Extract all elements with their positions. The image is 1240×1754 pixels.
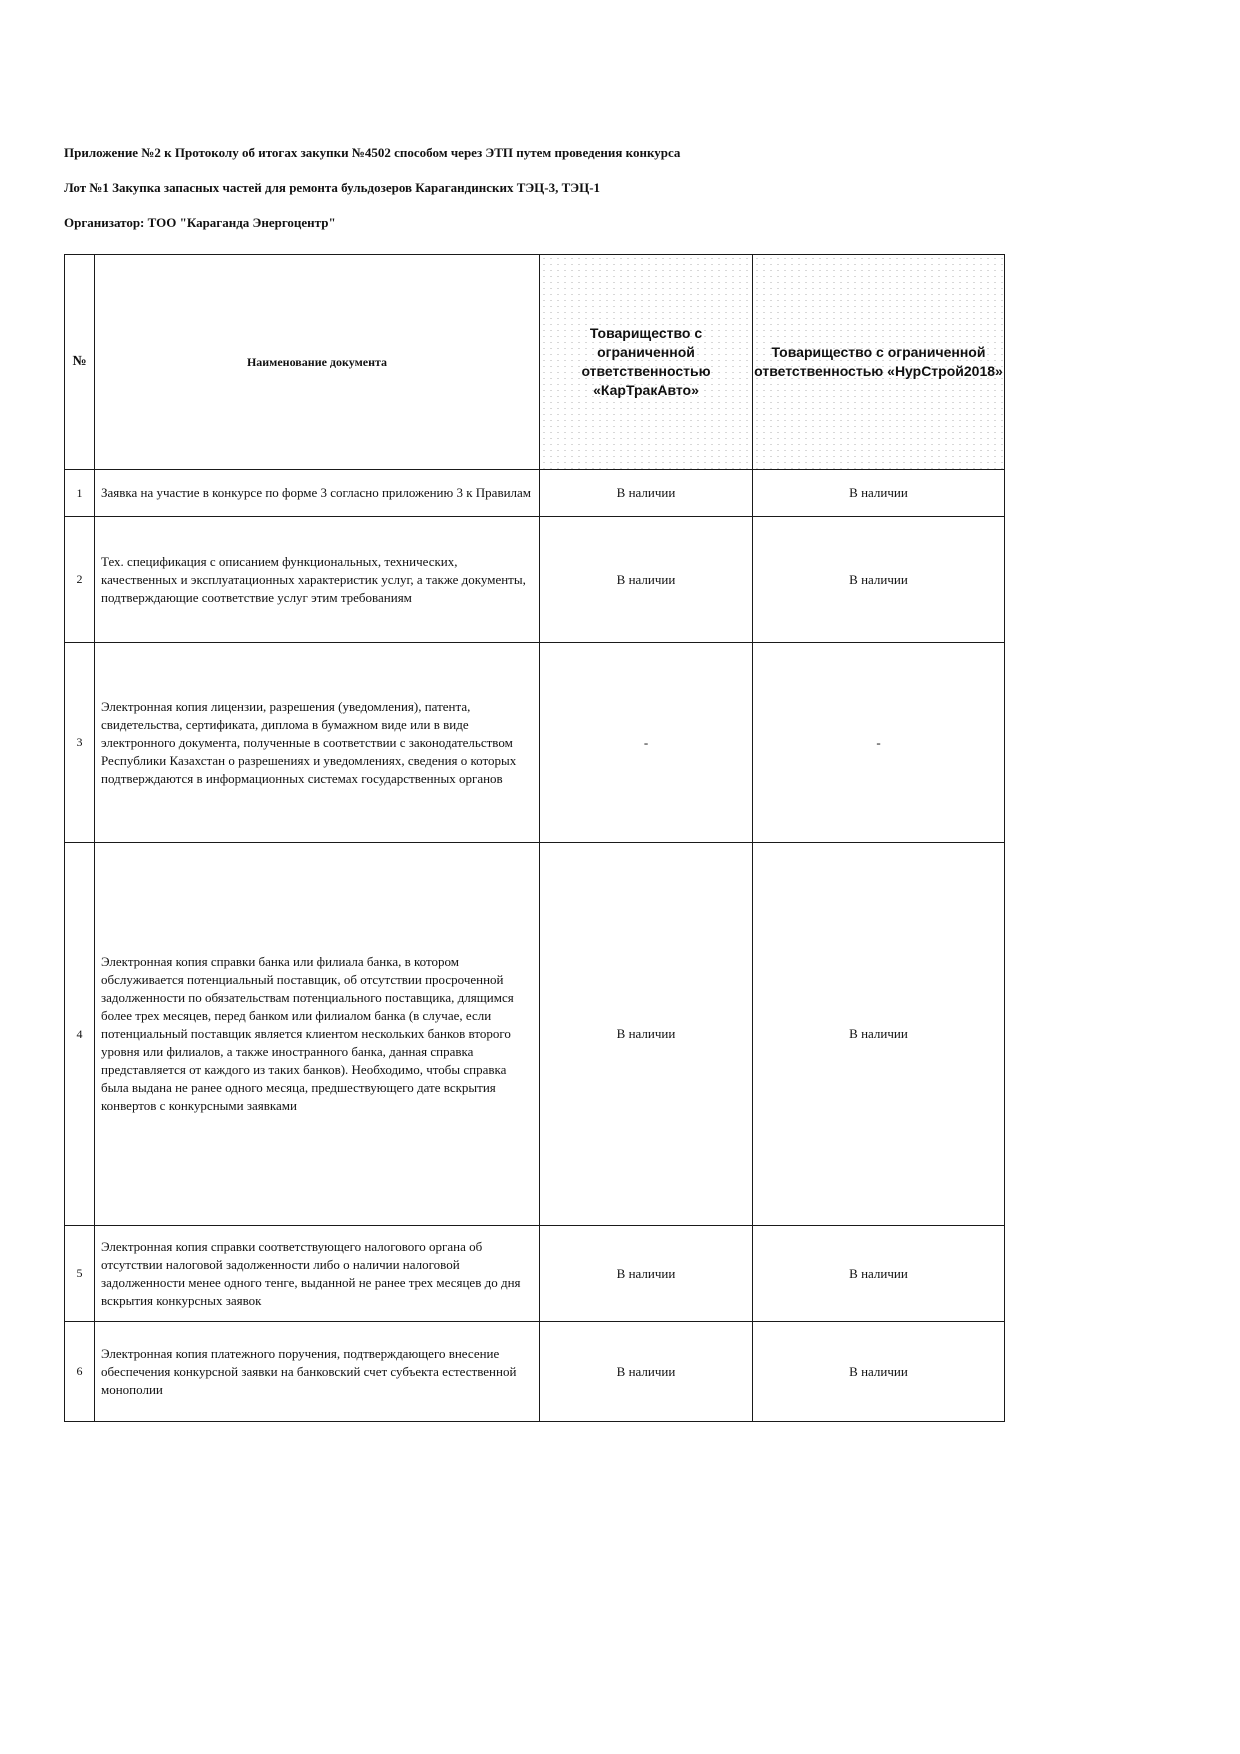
row-company-1-status: В наличии — [540, 517, 753, 643]
table-row — [65, 470, 1005, 517]
table-row — [65, 843, 1005, 1226]
lot-title: Лот №1 Закупка запасных частей для ремонта бульдозеров Карагандинских ТЭЦ-3, ТЭЦ-1 — [64, 180, 601, 195]
table-row — [65, 1322, 1005, 1422]
row-document-name: Электронная копия справки соответствующего налогового органа об отсутствии налоговой задолженности либо о наличии налоговой задолженности менее одного тенге, выданной не ранее трех месяцев до дня вскрытия конкурсных заявок — [95, 1226, 540, 1322]
row-document-name: Заявка на участие в конкурсе по форме 3 согласно приложению 3 к Правилам — [95, 470, 540, 517]
column-header-company-2: Товарищество с ограниченной ответственностью «НурСтрой2018» — [753, 255, 1005, 470]
row-document-name: Электронная копия лицензии, разрешения (уведомления), патента, свидетельства, сертификата, диплома в бумажном виде или в виде электронного документа, полученные в соответствии с законодательством Республики Казахстан о разрешениях и уведомлениях, сведения о которых подтверждаются в информационных системах государственных органов — [95, 643, 540, 843]
table-row — [65, 1226, 1005, 1322]
row-num: 4 — [65, 843, 95, 1226]
row-company-2-status: В наличии — [753, 470, 1005, 517]
row-company-2-status: В наличии — [753, 1226, 1005, 1322]
table-row — [65, 517, 1005, 643]
document-title: Приложение №2 к Протоколу об итогах закупки №4502 способом через ЭТП путем проведения конкурса — [64, 145, 681, 160]
row-num: 2 — [65, 517, 95, 643]
row-company-1-status: В наличии — [540, 843, 753, 1226]
row-company-2-status: - — [753, 643, 1005, 843]
column-header-num: № — [65, 255, 95, 470]
row-company-2-status: В наличии — [753, 1322, 1005, 1422]
row-company-1-status: - — [540, 643, 753, 843]
column-header-company-1: Товарищество с ограниченной ответственностью «КарТракАвто» — [540, 255, 753, 470]
row-num: 1 — [65, 470, 95, 517]
row-company-1-status: В наличии — [540, 470, 753, 517]
row-num: 6 — [65, 1322, 95, 1422]
row-company-2-status: В наличии — [753, 517, 1005, 643]
row-num: 5 — [65, 1226, 95, 1322]
row-document-name: Электронная копия платежного поручения, подтверждающего внесение обеспечения конкурсной заявки на банковский счет субъекта естественной монополии — [95, 1322, 540, 1422]
table-row — [65, 643, 1005, 843]
row-company-1-status: В наличии — [540, 1322, 753, 1422]
row-document-name: Электронная копия справки банка или филиала банка, в котором обслуживается потенциальный поставщик, об отсутствии просроченной задолженности по обязательствам потенциального поставщика, длящимся более трех месяцев, перед банком или филиалом банка (в случае, если потенциальный поставщик является клиентом нескольких банков второго уровня или филиалов, а также иностранного банка, данная справка представляется от каждого из таких банков). Необходимо, чтобы справка была выдана не ранее одного месяца, предшествующего дате вскрытия конвертов с конкурсными заявками — [95, 843, 540, 1226]
row-company-1-status: В наличии — [540, 1226, 753, 1322]
column-header-document: Наименование документа — [95, 255, 540, 470]
row-company-2-status: В наличии — [753, 843, 1005, 1226]
row-document-name: Тех. спецификация с описанием функциональных, технических, качественных и эксплуатационных характеристик услуг, а также документы, подтверждающие соответствие услуг этим требованиям — [95, 517, 540, 643]
table-header-row — [65, 255, 1005, 470]
documents-table — [64, 254, 1005, 1422]
organizer-line: Организатор: ТОО "Караганда Энергоцентр" — [64, 215, 336, 230]
row-num: 3 — [65, 643, 95, 843]
